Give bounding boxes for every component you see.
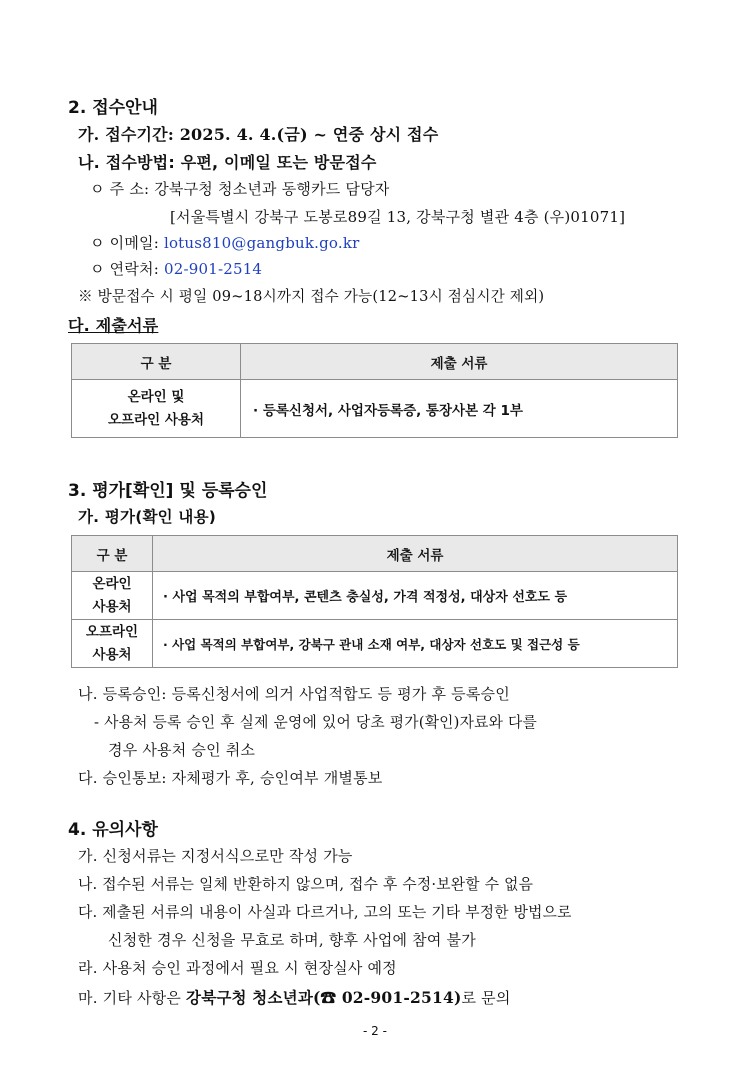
phone-link[interactable]: 02-901-2514: [163, 260, 263, 278]
section-2-period: 가. 접수기간: 2025. 4. 4.(금) ~ 연중 상시 접수: [78, 125, 439, 144]
table-header-category: 구 분: [72, 536, 153, 572]
section-3-approval-sub-1: - 사용처 등록 승인 후 실제 운영에 있어 당초 평가(확인)자료와 다를: [94, 714, 538, 731]
row-category-line2: 오프라인 사용처: [108, 411, 204, 428]
submission-docs-title: 다. 제출서류: [68, 316, 159, 335]
address-value: 강북구청 청소년과 동행카드 담당자: [154, 180, 390, 198]
section-3-approval: 나. 등록승인: 등록신청서에 의거 사업적합도 등 평가 후 등록승인: [78, 685, 510, 703]
section-4-item-ra: 라. 사용처 승인 과정에서 필요 시 현장실사 예정: [78, 959, 397, 977]
address-row: [90, 178, 390, 199]
table-row: [72, 380, 678, 438]
section-3-notification: 다. 승인통보: 자체평가 후, 승인여부 개별통보: [78, 769, 383, 787]
row-docs-cell: · 사업 목적의 부합여부, 강북구 관내 소재 여부, 대상자 선호도 및 접근성 등: [153, 620, 678, 668]
table-header-row: [72, 536, 678, 572]
row-category-cell: [72, 620, 153, 668]
table-header-docs: 제출 서류: [153, 536, 678, 572]
row-category-line1: 온라인: [92, 575, 132, 592]
section-4-item-da-1: 다. 제출된 서류의 내용이 사실과 다르거나, 고의 또는 기타 부정한 방법으로: [78, 904, 572, 921]
section-4-item-ga: 가. 신청서류는 지정서식으로만 작성 가능: [78, 847, 353, 865]
row-docs-cell: · 사업 목적의 부합여부, 콘텐츠 충실성, 가격 적정성, 대상자 선호도 등: [153, 572, 678, 620]
address-label: ㅇ 주 소:: [90, 180, 150, 198]
section-4-item-na: 나. 접수된 서류는 일체 반환하지 않으며, 접수 후 수정·보완할 수 없음: [78, 876, 534, 893]
section-4-item-ma: [78, 986, 511, 1008]
email-label: ㅇ 이메일:: [90, 234, 159, 252]
section-2-title: 2. 접수안내: [68, 98, 158, 118]
row-category-line2: 사용처: [92, 646, 132, 663]
contact-department: 강북구청 청소년과(☎ 02-901-2514): [186, 988, 462, 1007]
section-3-evaluation: 가. 평가(확인 내용): [78, 508, 217, 526]
section-3-approval-sub-2: 경우 사용처 승인 취소: [108, 741, 256, 759]
address-detail: [서울특별시 강북구 도봉로89길 13, 강북구청 별관 4층 (우)01071]: [170, 208, 626, 226]
email-link[interactable]: lotus810@gangbuk.go.kr: [163, 234, 360, 252]
contact-suffix: 로 문의: [461, 989, 511, 1007]
row-docs-cell: · 등록신청서, 사업자등록증, 통장사본 각 1부: [241, 380, 678, 438]
table-header-docs: 제출 서류: [241, 344, 678, 380]
section-4-title: 4. 유의사항: [68, 820, 158, 840]
page-number: - 2 -: [363, 1024, 387, 1038]
row-category-cell: [72, 380, 241, 438]
row-category-line1: 오프라인: [85, 623, 139, 640]
row-category-line1: 온라인 및: [127, 388, 185, 405]
email-row: [90, 232, 360, 253]
section-3-title: 3. 평가[확인] 및 등록승인: [68, 481, 268, 501]
table-row: [72, 620, 678, 668]
row-category-line2: 사용처: [92, 598, 132, 615]
submission-docs-table: [71, 343, 678, 438]
visit-note: ※ 방문접수 시 평일 09~18시까지 접수 가능(12~13시 점심시간 제외): [78, 288, 545, 305]
table-row: [72, 572, 678, 620]
phone-row: [90, 258, 262, 279]
section-2-method: 나. 접수방법: 우편, 이메일 또는 방문접수: [78, 153, 377, 172]
section-4-item-da-2: 신청한 경우 신청을 무효로 하며, 향후 사업에 참여 불가: [108, 931, 476, 949]
row-category-cell: [72, 572, 153, 620]
evaluation-table: [71, 535, 678, 668]
contact-prefix: 마. 기타 사항은: [78, 989, 187, 1007]
table-header-row: [72, 344, 678, 380]
phone-label: ㅇ 연락처:: [90, 260, 159, 278]
table-header-category: 구 분: [72, 344, 241, 380]
